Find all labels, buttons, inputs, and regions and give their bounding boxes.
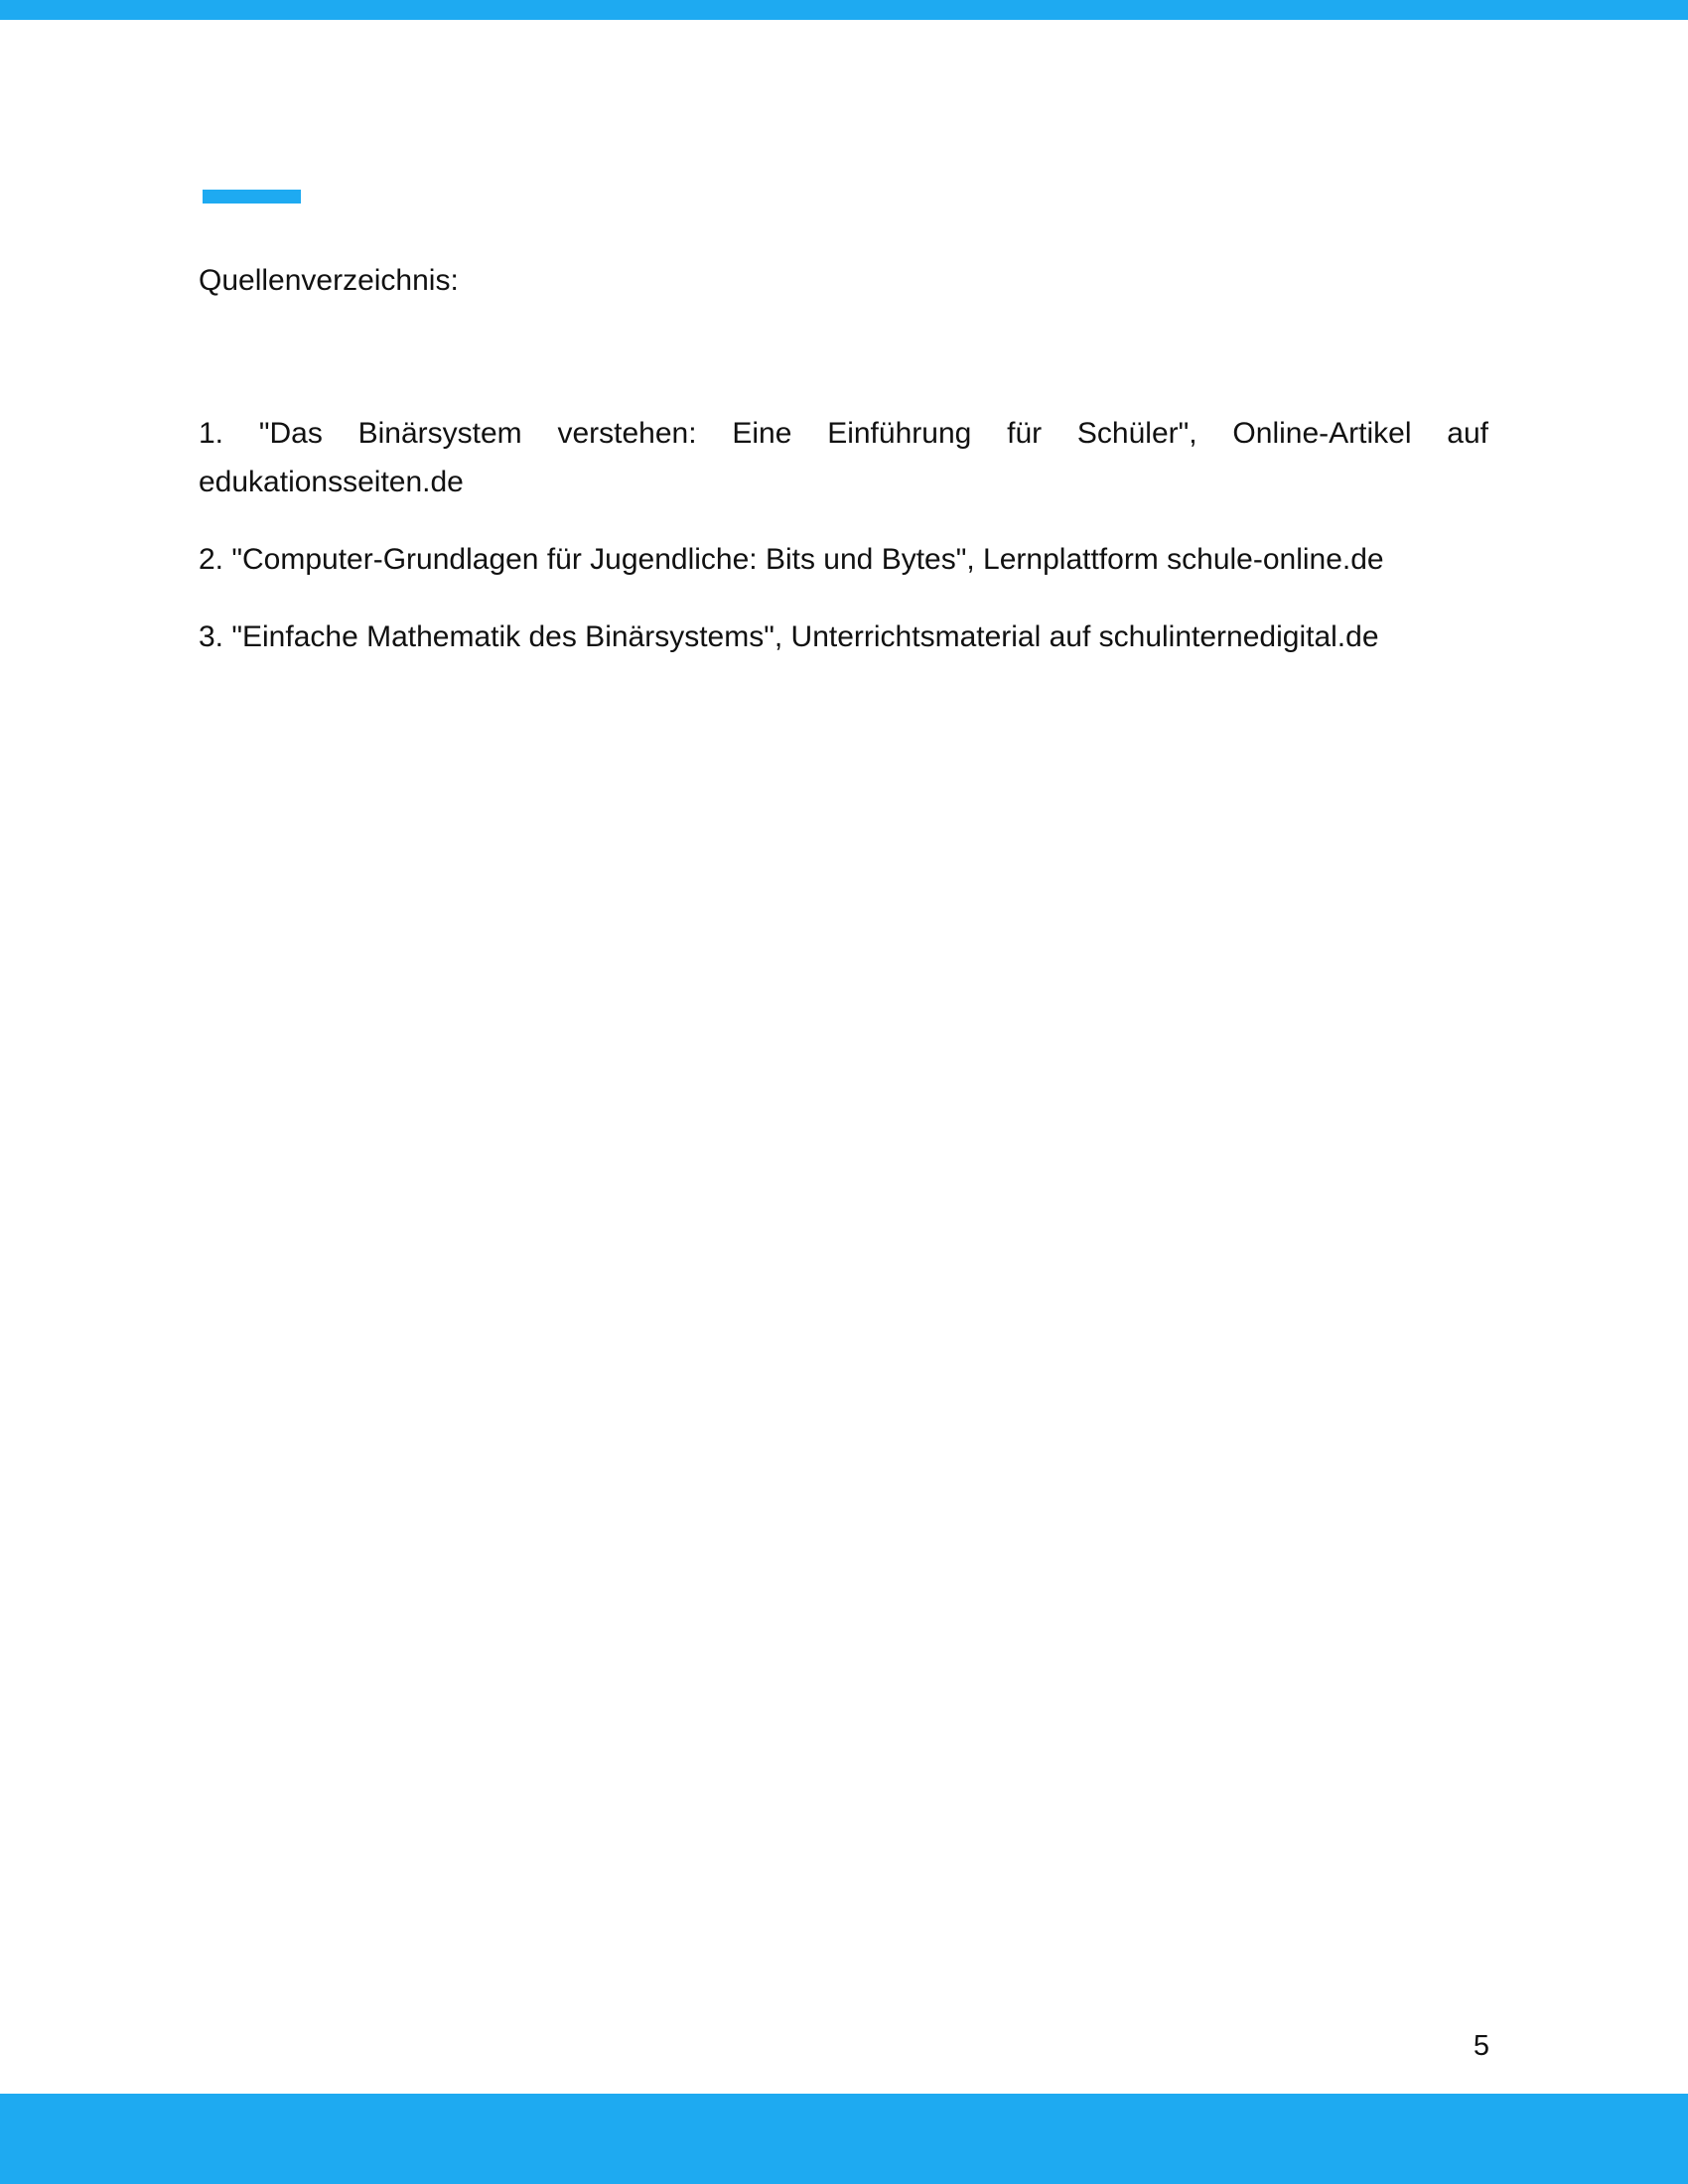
document-body — [199, 256, 1488, 690]
footer-accent-bar — [0, 2094, 1688, 2184]
section-accent-dash — [203, 190, 301, 204]
references-list — [199, 409, 1488, 661]
header-accent-bar — [0, 0, 1688, 20]
reference-item-1: 1. "Das Binärsystem verstehen: Eine Einführung für Schüler", Online-Artikel auf edukationsseiten.de — [199, 417, 1488, 498]
page-number: 5 — [1473, 2030, 1489, 2062]
reference-item-2: 2. "Computer-Grundlagen für Jugendliche: Bits und Bytes", Lernplattform schule-online.de — [199, 543, 1384, 576]
reference-item-3: 3. "Einfache Mathematik des Binärsystems", Unterrichtsmaterial auf schulinternedigital.de — [199, 620, 1379, 653]
references-heading: Quellenverzeichnis: — [199, 264, 459, 297]
